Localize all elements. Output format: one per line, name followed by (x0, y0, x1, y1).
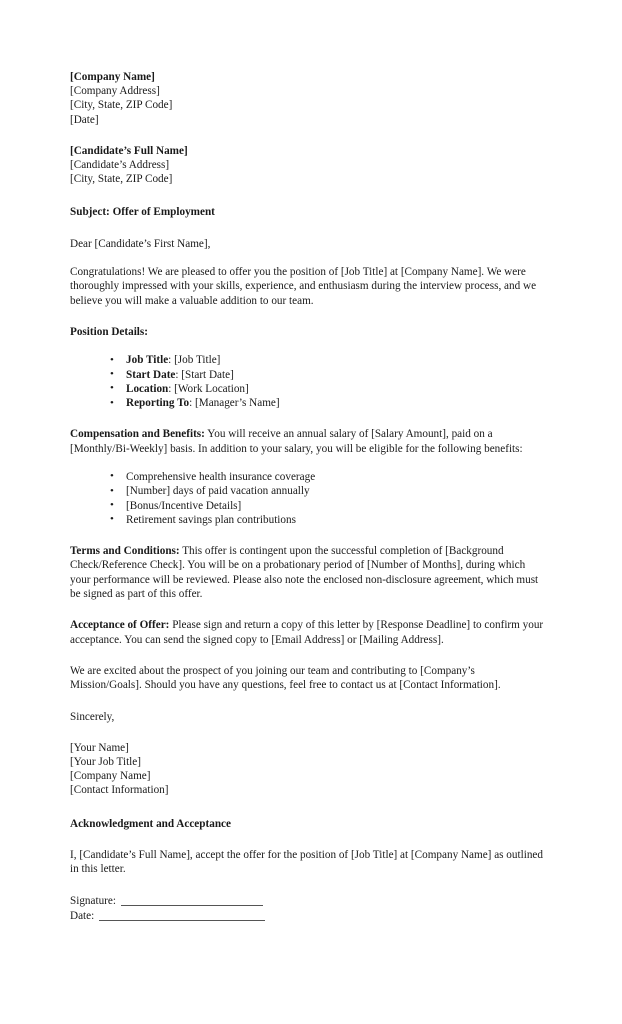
sender-company-address: [Company Address] (70, 85, 160, 98)
spacer (70, 647, 548, 664)
list-item: • [Number] days of paid vacation annually (110, 484, 548, 498)
acceptance-label: Acceptance of Offer: (70, 619, 170, 632)
signoff-your-job-title: [Your Job Title] (70, 756, 141, 769)
sender-address-block (70, 70, 548, 127)
closing-paragraph: We are excited about the prospect of you joining our team and contributing to [Company’s Mission/Goals]. Should you have any questions, feel free to contact us at [Contact Information]. (70, 664, 501, 692)
sender-company-name: [Company Name] (70, 71, 155, 83)
list-item (110, 353, 548, 367)
spacer (70, 601, 548, 618)
spacer (70, 127, 548, 144)
benefits-list (70, 470, 548, 527)
acknowledgment-heading: Acknowledgment and Acceptance (70, 817, 231, 830)
offer-letter-body (70, 70, 548, 924)
list-item: • [Bonus/Incentive Details] (110, 499, 548, 513)
subject-line: Subject: Offer of Employment (70, 206, 215, 219)
position-details-list (70, 353, 548, 410)
terms-body: This offer is contingent upon the successful completion of [Background Check/Reference Check]. You will be on a probationary period of [Number of Months], during which your performance will be reviewed. Please also note the enclosed non-disclosure agreement, which must be signed as part of this offer. (70, 545, 539, 601)
position-detail-value: : [Manager’s Name] (189, 397, 280, 410)
compensation-label: Compensation and Benefits: (70, 428, 205, 441)
date-input-line[interactable] (99, 920, 265, 921)
sender-city-state-zip: [City, State, ZIP Code] (70, 99, 173, 112)
position-detail-label: Location (126, 382, 169, 395)
recipient-address-block (70, 144, 548, 187)
spacer (70, 186, 548, 205)
spacer (70, 251, 548, 265)
spacer (70, 527, 548, 544)
spacer (70, 693, 548, 710)
salutation: Dear [Candidate’s First Name], (70, 237, 211, 250)
signature-row (70, 894, 548, 909)
signature-input-line[interactable] (121, 905, 263, 906)
intro-paragraph: Congratulations! We are pleased to offer you the position of [Job Title] at [Company Name]. We were thoroughly impressed with your skills, experience, and enthusiasm during the interview process, and we believe you will make a valuable addition to our team. (70, 266, 537, 307)
signoff-company-name: [Company Name] (70, 770, 151, 783)
spacer (70, 877, 548, 894)
list-item (110, 396, 548, 410)
signoff-your-name: [Your Name] (70, 741, 129, 754)
acceptance-paragraph (70, 618, 548, 647)
terms-paragraph (70, 544, 548, 601)
date-row (70, 909, 548, 924)
acknowledgment-statement: I, [Candidate’s Full Name], accept the offer for the position of [Job Title] at [Company Name] as outlined in this letter. (70, 848, 543, 876)
position-detail-value: : [Work Location] (168, 382, 249, 395)
spacer (70, 798, 548, 817)
recipient-candidate-address: [Candidate’s Address] (70, 159, 170, 172)
position-detail-label: Reporting To (126, 397, 190, 410)
recipient-candidate-name: [Candidate’s Full Name] (70, 144, 188, 157)
recipient-city-state-zip: [City, State, ZIP Code] (70, 173, 173, 186)
signoff-contact-information: [Contact Information] (70, 784, 169, 797)
compensation-paragraph (70, 427, 548, 456)
signature-fields (70, 894, 548, 924)
sender-date: [Date] (70, 113, 99, 126)
date-label: Date: (70, 909, 95, 922)
signoff-block (70, 741, 548, 798)
acceptance-body: Please sign and return a copy of this letter by [Response Deadline] to confirm your acceptance. You can send the signed copy to [Email Address] or [Mailing Address]. (70, 619, 544, 646)
spacer (70, 724, 548, 741)
position-details-heading: Position Details: (70, 325, 148, 338)
position-detail-value: : [Start Date] (175, 368, 234, 381)
spacer (70, 339, 548, 353)
spacer (70, 410, 548, 427)
list-item: • Retirement savings plan contributions (110, 513, 548, 527)
spacer (70, 456, 548, 470)
spacer (70, 220, 548, 237)
spacer (70, 308, 548, 325)
spacer (70, 831, 548, 848)
list-item: • Comprehensive health insurance coverage (110, 470, 548, 484)
position-detail-label: Start Date (126, 368, 176, 381)
position-detail-label: Job Title (126, 354, 169, 367)
position-detail-value: : [Job Title] (168, 354, 221, 367)
valediction: Sincerely, (70, 710, 115, 723)
terms-label: Terms and Conditions: (70, 545, 180, 558)
compensation-body: You will receive an annual salary of [Salary Amount], paid on a [Monthly/Bi-Weekly] basis. In addition to your salary, you will be eligible for the following benefits: (70, 428, 523, 455)
list-item (110, 382, 548, 396)
list-item (110, 368, 548, 382)
signature-label: Signature: (70, 894, 116, 907)
